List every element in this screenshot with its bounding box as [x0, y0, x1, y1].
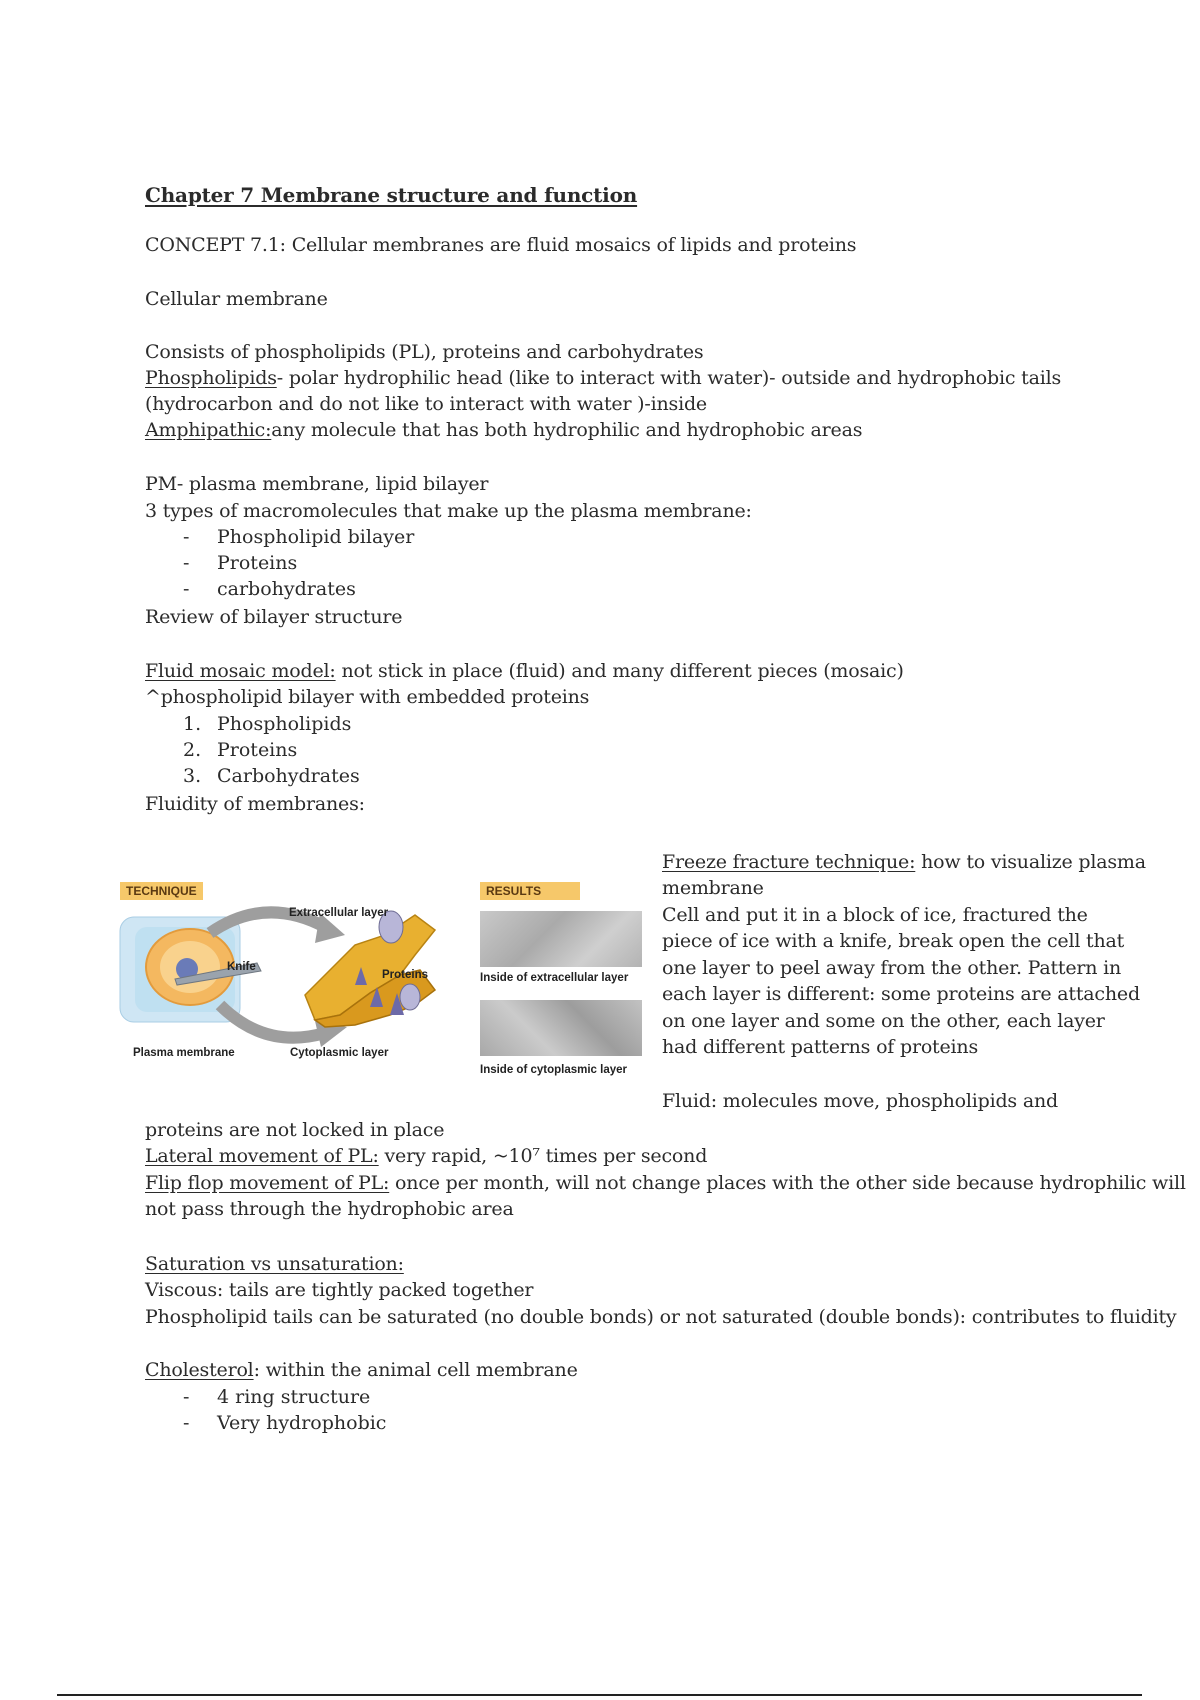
consists-line: Consists of phospholipids (PL), proteins and carbohydrates — [145, 341, 704, 363]
phospholipids-line — [145, 365, 1061, 391]
flip-flop-definition: once per month, will not change places with the other side because hydrophilic will — [389, 1172, 1186, 1194]
fluid-mosaic-term: Fluid mosaic model: — [145, 660, 336, 682]
flip-flop-line-2: not pass through the hydrophobic area — [145, 1198, 514, 1220]
cytoplasmic-layer-label: Cytoplasmic layer — [290, 1047, 389, 1059]
embedded-line: ^phospholipid bilayer with embedded proteins — [145, 686, 590, 708]
lateral-definition: very rapid, ~10⁷ times per second — [378, 1145, 708, 1167]
lateral-line — [145, 1143, 707, 1169]
list-number: 1. — [183, 713, 202, 735]
amphipathic-definition: any molecule that has both hydrophilic and hydrophobic areas — [271, 419, 863, 441]
review-line: Review of bilayer structure — [145, 606, 403, 628]
fluidity-heading: Fluidity of membranes: — [145, 793, 365, 815]
amphipathic-line — [145, 417, 862, 443]
results-tag: RESULTS — [480, 882, 580, 900]
cholesterol-item: 4 ring structure — [217, 1386, 371, 1408]
bullet-dash: - — [183, 526, 190, 548]
flip-flop-term: Flip flop movement of PL: — [145, 1172, 390, 1194]
inside-extracellular-label: Inside of extracellular layer — [480, 972, 629, 984]
freeze-line: on one layer and some on the other, each layer — [662, 1010, 1105, 1032]
amphipathic-term: Amphipathic: — [145, 419, 272, 441]
macromolecule-item: carbohydrates — [217, 578, 356, 600]
pm-line: PM- plasma membrane, lipid bilayer — [145, 473, 489, 495]
freeze-fracture-line — [662, 849, 1146, 876]
phospholipids-line-2: (hydrocarbon and do not like to interact with water )-inside — [145, 393, 707, 415]
freeze-line: Cell and put it in a block of ice, fractured the — [662, 904, 1088, 926]
freeze-line: one layer to peel away from the other. Pattern in — [662, 957, 1122, 979]
tails-line: Phospholipid tails can be saturated (no double bonds) or not saturated (double bonds): contributes to fluidity — [145, 1306, 1177, 1328]
phospholipids-term: Phospholipids — [145, 367, 277, 389]
bullet-dash: - — [183, 1386, 190, 1408]
freeze-line: each layer is different: some proteins are attached — [662, 983, 1140, 1005]
extracellular-photo — [480, 911, 642, 967]
bullet-dash: - — [183, 552, 190, 574]
macromolecule-item: Proteins — [217, 552, 298, 574]
cholesterol-definition: : within the animal cell membrane — [253, 1359, 578, 1381]
bottom-divider — [57, 1694, 1142, 1696]
phospholipids-definition: - polar hydrophilic head (like to interact with water)- outside and hydrophobic tails — [276, 367, 1062, 389]
page-title: Chapter 7 Membrane structure and function — [145, 183, 638, 207]
cholesterol-line — [145, 1357, 578, 1383]
cholesterol-term: Cholesterol — [145, 1359, 254, 1381]
list-item: Phospholipids — [217, 713, 352, 735]
fluid-mosaic-definition: not stick in place (fluid) and many different pieces (mosaic) — [335, 660, 904, 682]
knife-label: Knife — [227, 961, 256, 973]
list-number: 3. — [183, 765, 202, 787]
extracellular-layer-label: Extracellular layer — [289, 907, 389, 919]
lateral-term: Lateral movement of PL: — [145, 1145, 379, 1167]
freeze-line: piece of ice with a knife, break open the cell that — [662, 930, 1125, 952]
freeze-fracture-figure — [115, 875, 653, 1085]
fluid-line: Fluid: molecules move, phospholipids and — [662, 1090, 1058, 1112]
cellular-membrane-heading: Cellular membrane — [145, 288, 328, 310]
saturation-heading: Saturation vs unsaturation: — [145, 1253, 404, 1275]
concept-line: CONCEPT 7.1: Cellular membranes are fluid mosaics of lipids and proteins — [145, 234, 857, 256]
proteins-label: Proteins — [382, 969, 429, 981]
freeze-fracture-definition: how to visualize plasma — [915, 851, 1146, 873]
plasma-membrane-label: Plasma membrane — [133, 1047, 235, 1059]
freeze-fracture-term: Freeze fracture technique: — [662, 851, 916, 873]
macromolecule-item: Phospholipid bilayer — [217, 526, 415, 548]
technique-tag: TECHNIQUE — [120, 882, 203, 900]
flip-flop-line — [145, 1170, 1186, 1196]
fluid-line-2: proteins are not locked in place — [145, 1119, 445, 1141]
three-types-line: 3 types of macromolecules that make up the plasma membrane: — [145, 500, 752, 522]
viscous-line: Viscous: tails are tightly packed together — [145, 1279, 534, 1301]
freeze-line: had different patterns of proteins — [662, 1036, 979, 1058]
cholesterol-item: Very hydrophobic — [217, 1412, 387, 1434]
cytoplasmic-photo — [480, 1000, 642, 1056]
list-item: Carbohydrates — [217, 765, 360, 787]
list-item: Proteins — [217, 739, 298, 761]
freeze-line: membrane — [662, 877, 764, 899]
protein — [400, 984, 420, 1010]
list-number: 2. — [183, 739, 202, 761]
inside-cytoplasmic-label: Inside of cytoplasmic layer — [480, 1064, 628, 1076]
bullet-dash: - — [183, 578, 190, 600]
bullet-dash: - — [183, 1412, 190, 1434]
fluid-mosaic-line — [145, 658, 904, 684]
